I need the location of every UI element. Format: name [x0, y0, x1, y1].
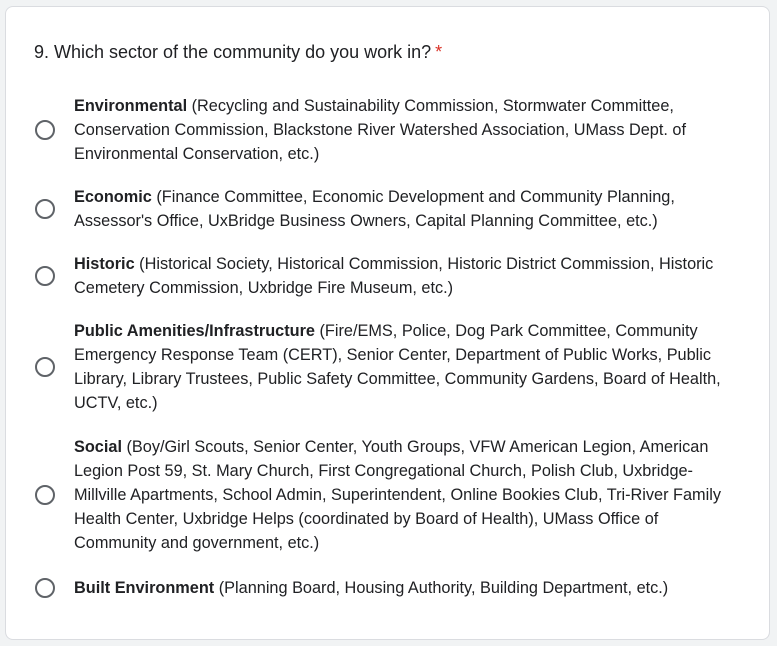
option-name: Public Amenities/Infrastructure [74, 322, 315, 340]
radio-button-economic[interactable] [35, 199, 55, 219]
option-built-environment[interactable] [34, 576, 739, 600]
radio-button-historic[interactable] [35, 266, 55, 286]
option-historic[interactable] [34, 252, 739, 300]
radio-button-built-environment[interactable] [35, 578, 55, 598]
option-detail: (Finance Committee, Economic Development and Community Planning, Assessor's Office, UxBridge Business Owners, Capital Planning Committee, etc.) [74, 188, 675, 230]
option-name: Environmental [74, 97, 188, 115]
option-label-historic [74, 252, 739, 300]
option-detail: (Fire/EMS, Police, Dog Park Committee, Community Emergency Response Team (CERT), Senior Center, Department of Public Works, Public Library, Library Trustees, Public Safety Committee, Community Gardens, Board of Health, UCTV, etc.) [74, 322, 721, 412]
option-economic[interactable] [34, 185, 739, 233]
radio-button-environmental[interactable] [35, 120, 55, 140]
option-label-environmental [74, 94, 739, 166]
option-detail: (Boy/Girl Scouts, Senior Center, Youth Groups, VFW American Legion, American Legion Post 59, St. Mary Church, First Congregational Church, Polish Club, Uxbridge-Millville Apartments, School Admin, Superintendent, Online Bookies Club, Tri-River Family Health Center, Uxbridge Helps (coordinated by Board of Health), UMass Office of Community and government, etc.) [74, 438, 721, 552]
option-label-economic [74, 185, 739, 233]
option-name: Social [74, 438, 122, 456]
option-public-amenities[interactable] [34, 319, 739, 415]
option-label-public-amenities [74, 319, 739, 415]
option-environmental[interactable] [34, 94, 739, 166]
option-name: Economic [74, 188, 152, 206]
radio-button-social[interactable] [35, 485, 55, 505]
question-title [34, 40, 442, 64]
option-label-social [74, 435, 739, 555]
option-name: Historic [74, 255, 135, 273]
question-title-text: 9. Which sector of the community do you work in? [34, 42, 432, 62]
option-detail: (Historical Society, Historical Commission, Historic District Commission, Historic Cemetery Commission, Uxbridge Fire Museum, etc.) [74, 255, 714, 297]
radio-button-public-amenities[interactable] [35, 357, 55, 377]
option-label-built-environment [74, 576, 668, 600]
option-detail: (Planning Board, Housing Authority, Building Department, etc.) [218, 579, 669, 597]
required-marker: * [435, 42, 443, 62]
option-detail: (Recycling and Sustainability Commission, Stormwater Committee, Conservation Commission, Blackstone River Watershed Association, UMass Dept. of Environmental Conservation, etc.) [74, 97, 686, 163]
option-social[interactable] [34, 435, 739, 555]
question-card [5, 6, 770, 640]
option-name: Built Environment [74, 579, 215, 597]
